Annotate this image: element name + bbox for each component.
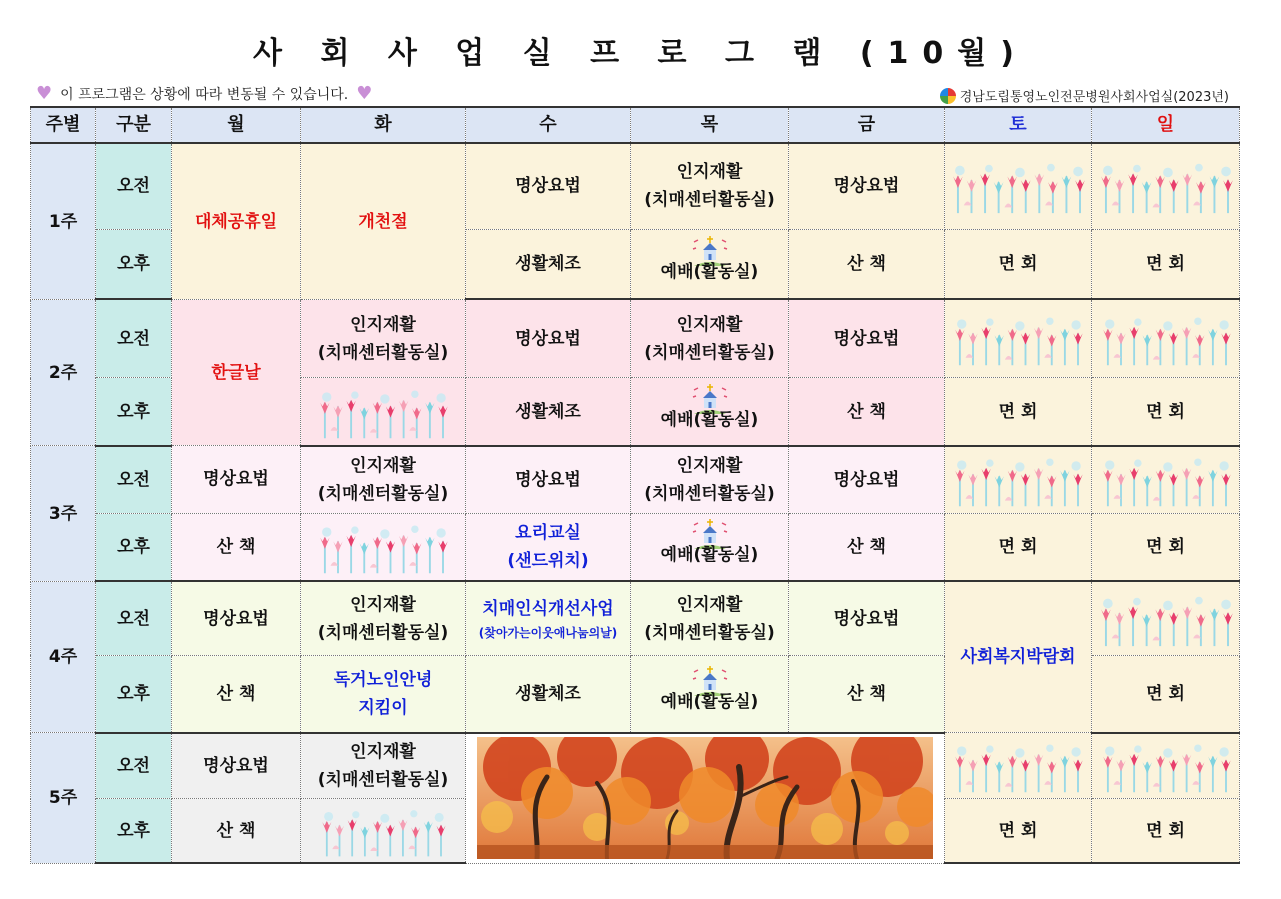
header-tue: 화 [301,107,466,143]
tue-pm-decoration [301,799,466,863]
wed-pm-program: 생활체조 [466,655,631,732]
wed-pm-program: 생활체조 [466,229,631,299]
sat-pm-program: 면 회 [945,229,1092,299]
thu-pm-program [631,378,789,446]
program-text: 예배(활동실) [660,262,759,283]
wed-am-program: 명상요법 [466,143,631,229]
sat-am-decoration [945,143,1092,229]
header-sun: 일 [1092,107,1240,143]
autumn-photo-cell [466,733,945,863]
page-title: 사 회 사 업 실 프 로 그 램 (10월) [253,36,1028,71]
wed-am-program: 명상요법 [466,299,631,377]
week1-am-row [31,143,1240,229]
sun-am-decoration [1092,581,1240,655]
fri-am-program: 명상요법 [789,299,945,377]
flowers-icon [1096,450,1236,510]
week-label: 4주 [31,581,96,732]
wed-pm-program: 생활체조 [466,378,631,446]
flowers-icon [948,309,1088,369]
flowers-icon [305,802,461,860]
thu-am-program [631,446,789,513]
sun-pm-program: 면 회 [1092,655,1240,732]
header-week: 주별 [31,107,96,143]
program-line: (치매센터활동실) [317,483,449,504]
sat-pm-program: 면 회 [945,378,1092,446]
week-label: 2주 [31,299,96,445]
header-thu: 목 [631,107,789,143]
flowers-icon [305,382,461,442]
schedule-table [30,106,1240,864]
header-mon: 월 [172,107,301,143]
flowers-icon [1096,155,1236,217]
thu-pm-program [631,229,789,299]
program-line: 인지재활 [350,314,416,335]
wed-am-program: 명상요법 [466,446,631,513]
sat-pm-program: 면 회 [945,799,1092,863]
notice-text: 이 프로그램은 상황에 따라 변동될 수 있습니다. [60,87,349,103]
program-text: 예배(활동실) [660,409,759,430]
sun-am-decoration [1092,143,1240,229]
week-label: 1주 [31,143,96,299]
notice [36,84,372,104]
program-text: 예배(활동실) [660,691,759,712]
flowers-icon [948,155,1088,217]
mon-am-program: 명상요법 [172,446,301,513]
program-line: 인지재활 [676,455,743,476]
flowers-icon [948,736,1088,796]
program-line: (샌드위치) [507,550,589,571]
mon-holiday: 대체공휴일 [172,143,301,299]
thu-am-program [631,299,789,377]
flowers-icon [948,450,1088,510]
program-line: (치매센터활동실) [644,483,775,504]
period-pm: 오후 [96,513,172,581]
program-line: 인지재활 [676,594,743,615]
program-line: (치매센터활동실) [644,622,775,643]
program-line: 인지재활 [350,594,416,615]
header-period: 구분 [96,107,172,143]
program-line: 인지재활 [350,455,416,476]
week3-pm-row [31,513,1240,581]
period-am: 오전 [96,299,172,377]
fri-am-program: 명상요법 [789,581,945,655]
thu-am-program [631,143,789,229]
sun-pm-program: 면 회 [1092,799,1240,863]
period-pm: 오후 [96,229,172,299]
header-sat: 토 [945,107,1092,143]
flowers-icon [1096,736,1236,796]
week5-am-row [31,733,1240,799]
program-line: 인지재활 [676,162,743,183]
program-line: (치매센터활동실) [317,342,449,363]
sat-am-decoration [945,733,1092,799]
program-line: 인지재활 [676,314,743,335]
sun-pm-program: 면 회 [1092,229,1240,299]
program-line: 치매인식개선사업 [482,598,614,619]
tue-am-program [301,299,466,377]
tue-am-program [301,581,466,655]
week2-am-row [31,299,1240,377]
period-am: 오전 [96,446,172,513]
flowers-icon [1096,309,1236,369]
program-line: 요리교실 [515,522,581,543]
program-line: (치매센터활동실) [644,190,775,211]
organization [940,86,1229,105]
tue-am-program [301,733,466,799]
autumn-forest-image [477,737,933,859]
fri-pm-program: 산 책 [789,378,945,446]
heart-icon: ♥ [36,83,53,104]
week4-am-row [31,581,1240,655]
period-pm: 오후 [96,799,172,863]
mon-pm-program: 산 책 [172,513,301,581]
wed-am-program [466,581,631,655]
sat-am-decoration [945,299,1092,377]
flowers-icon [1096,588,1236,650]
week3-am-row [31,446,1240,513]
mon-am-program: 명상요법 [172,581,301,655]
period-am: 오전 [96,733,172,799]
fri-am-program: 명상요법 [789,446,945,513]
fri-pm-program: 산 책 [789,655,945,732]
sun-am-decoration [1092,446,1240,513]
organization-name: 경남도립통영노인전문병원사회사업실(2023년) [959,90,1229,105]
sat-event: 사회복지박람회 [945,581,1092,732]
period-am: 오전 [96,581,172,655]
week-label: 5주 [31,733,96,863]
tue-pm-decoration [301,513,466,581]
program-line: 지킴이 [358,697,408,718]
program-line: 인지재활 [350,741,416,762]
tue-holiday: 개천절 [301,143,466,299]
program-line: (치매센터활동실) [644,342,775,363]
sun-pm-program: 면 회 [1092,513,1240,581]
header-fri: 금 [789,107,945,143]
fri-pm-program: 산 책 [789,513,945,581]
tue-pm-program [301,655,466,732]
sun-am-decoration [1092,733,1240,799]
tue-am-program [301,446,466,513]
logo-icon [940,88,956,104]
program-line: 독거노인안녕 [333,669,433,690]
sat-am-decoration [945,446,1092,513]
sun-pm-program: 면 회 [1092,378,1240,446]
heart-icon: ♥ [356,83,373,104]
program-line: (치매센터활동실) [317,769,449,790]
sun-am-decoration [1092,299,1240,377]
header-wed: 수 [466,107,631,143]
mon-pm-program: 산 책 [172,799,301,863]
fri-pm-program: 산 책 [789,229,945,299]
sat-pm-program: 면 회 [945,513,1092,581]
mon-pm-program: 산 책 [172,655,301,732]
tue-pm-decoration [301,378,466,446]
thu-pm-program [631,513,789,581]
mon-am-program: 명상요법 [172,733,301,799]
period-pm: 오후 [96,655,172,732]
mon-holiday: 한글날 [172,299,301,445]
program-text: 예배(활동실) [660,544,759,565]
header-row [31,107,1240,143]
program-line: (치매센터활동실) [317,622,449,643]
program-line: (찾아가는이웃애나눔의날) [478,625,618,640]
wed-pm-program [466,513,631,581]
thu-am-program [631,581,789,655]
period-am: 오전 [96,143,172,229]
fri-am-program: 명상요법 [789,143,945,229]
period-pm: 오후 [96,378,172,446]
week-label: 3주 [31,446,96,581]
flowers-icon [305,517,461,577]
thu-pm-program [631,655,789,732]
